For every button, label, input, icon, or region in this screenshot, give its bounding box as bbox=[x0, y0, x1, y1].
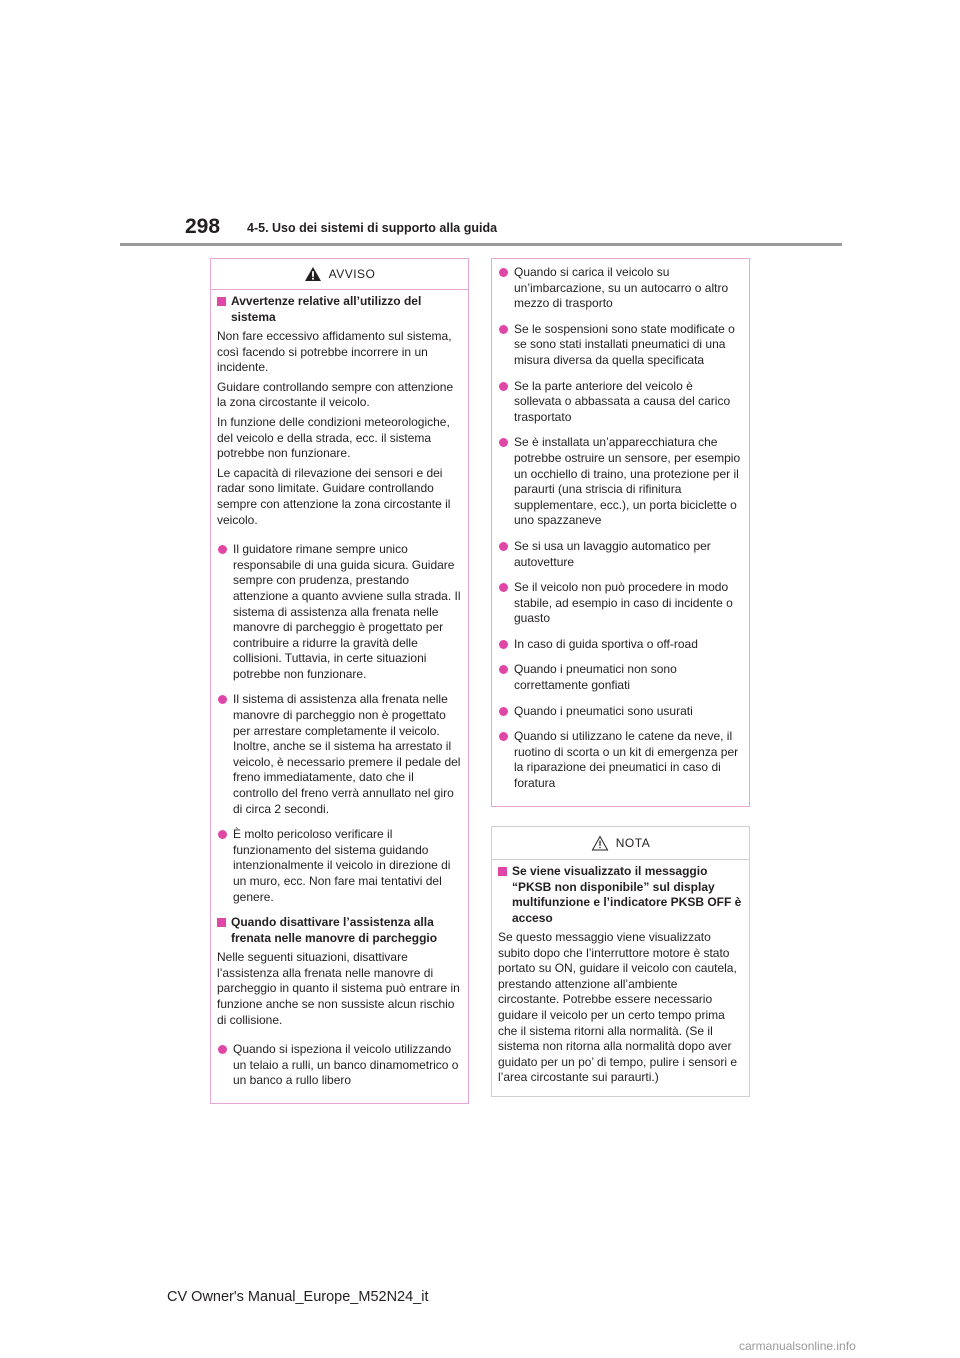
list-item: Il sistema di assistenza alla frenata nelle manovre di parcheggio non è progettato per arrestare completamente il veicolo. Inoltre, anche se il sistema ha arrestato il veicolo, è necessario premere il pedale del freno immediatamente, dato che il controllo del freno verrà annullato nel giro di circa 2 secondi. bbox=[217, 692, 461, 817]
circle-bullet-icon bbox=[499, 438, 508, 447]
circle-bullet-icon bbox=[499, 583, 508, 592]
circle-bullet-icon bbox=[499, 665, 508, 674]
square-bullet-icon bbox=[217, 918, 226, 927]
footer-manual-name: CV Owner's Manual_Europe_M52N24_it bbox=[167, 1289, 429, 1305]
list-item: Se le sospensioni sono state modificate o se sono stati installati pneumatici di una misura diversa da quella specificata bbox=[498, 322, 742, 369]
nota-heading: Se viene visualizzato il messaggio “PKSB non disponibile” sul display multifunzione e l’indicatore PKSB OFF è acceso bbox=[498, 864, 742, 926]
nota-box bbox=[491, 826, 750, 1097]
nota-paragraph: Se questo messaggio viene visualizzato subito dopo che l’interruttore motore è stato portato su ON, guidare il veicolo con cautela, prestando attenzione all’ambiente circostante. Potrebbe essere necessario guidare il veicolo per un certo tempo prima che il sistema ritorni alla normalità. (Se il sistema non ritorna alla normalità dopo aver guidato per un po’ di tempo, pulire i sensori e l’area circostante sui paraurti.) bbox=[498, 930, 738, 1085]
avviso-title: AVVISO bbox=[328, 267, 376, 281]
list-item: Se la parte anteriore del veicolo è sollevata o abbassata a causa del carico trasportato bbox=[498, 379, 742, 426]
header-rule bbox=[120, 243, 842, 246]
list-item: Quando si carica il veicolo su un’imbarcazione, su un autocarro o altro mezzo di trasporto bbox=[498, 265, 742, 312]
avviso-paragraph: Le capacità di rilevazione dei sensori e dei radar sono limitate. Guidare controllando sempre con attenzione la zona circostante il veicolo. bbox=[217, 465, 451, 527]
avviso-paragraph: Nelle seguenti situazioni, disattivare l’assistenza alla frenata nelle manovre di parcheggio in quanto il sistema può entrare in funzione anche se non sussiste alcun rischio di collisione. bbox=[217, 950, 460, 1027]
circle-bullet-icon bbox=[218, 695, 227, 704]
circle-bullet-icon bbox=[499, 707, 508, 716]
circle-bullet-icon bbox=[499, 640, 508, 649]
list-item: Se si usa un lavaggio automatico per autovetture bbox=[498, 539, 742, 570]
circle-bullet-icon bbox=[218, 830, 227, 839]
square-bullet-icon bbox=[498, 867, 507, 876]
circle-bullet-icon bbox=[218, 545, 227, 554]
circle-bullet-icon bbox=[499, 325, 508, 334]
circle-bullet-icon bbox=[499, 382, 508, 391]
list-item: Quando i pneumatici sono usurati bbox=[498, 704, 742, 720]
square-bullet-icon bbox=[217, 297, 226, 306]
avviso-header bbox=[211, 259, 468, 290]
avviso-paragraph: In funzione delle condizioni meteorologiche, del veicolo e della strada, ecc. il sistema potrebbe non funzionare. bbox=[217, 414, 450, 461]
page-number: 298 bbox=[185, 215, 221, 238]
avviso-body bbox=[211, 290, 468, 1095]
list-item: Il guidatore rimane sempre unico responsabile di una guida sicura. Guidare sempre con prudenza, prestando attenzione a quanto avviene sulla strada. Il sistema di assistenza alla frenata nelle manovre di parcheggio è progettato per contribuire a ridurre la gravità delle collisioni. Tuttavia, in certe situazioni potrebbe non funzionare. bbox=[217, 542, 461, 682]
circle-bullet-icon bbox=[499, 268, 508, 277]
list-item: Se il veicolo non può procedere in modo stabile, ad esempio in caso di incidente o guasto bbox=[498, 580, 742, 627]
warning-triangle-icon bbox=[304, 266, 322, 282]
list-item: Quando i pneumatici non sono correttamente gonfiati bbox=[498, 662, 742, 693]
caution-triangle-icon bbox=[591, 835, 609, 851]
circle-bullet-icon bbox=[499, 542, 508, 551]
watermark: carmanualsonline.info bbox=[739, 1339, 856, 1353]
section-title: 4-5. Uso dei sistemi di supporto alla guida bbox=[247, 221, 498, 235]
avviso-heading-2: Quando disattivare l’assistenza alla frenata nelle manovre di parcheggio bbox=[217, 915, 461, 946]
circle-bullet-icon bbox=[499, 732, 508, 741]
avviso-heading-1: Avvertenze relative all’utilizzo del sistema bbox=[217, 294, 461, 325]
list-item: Quando si ispeziona il veicolo utilizzando un telaio a rulli, un banco dinamometrico o un banco a rullo libero bbox=[217, 1042, 461, 1089]
avviso-box bbox=[210, 258, 469, 1104]
avviso-continued-box bbox=[491, 258, 750, 807]
nota-body bbox=[492, 860, 749, 1096]
list-item: In caso di guida sportiva o off-road bbox=[498, 637, 742, 653]
list-item: Quando si utilizzano le catene da neve, il ruotino di scorta o un kit di emergenza per la riparazione dei pneumatici in caso di foratura bbox=[498, 729, 742, 791]
avviso-paragraph: Guidare controllando sempre con attenzione la zona circostante il veicolo. bbox=[217, 379, 454, 410]
avviso-continued-body bbox=[492, 259, 749, 798]
list-item: Se è installata un’apparecchiatura che potrebbe ostruire un sensore, per esempio un occhiello di traino, una protezione per il paraurti (una striscia di rifinitura supplementare, ecc.), un porta biciclette o uno spazzaneve bbox=[498, 435, 742, 529]
nota-title: NOTA bbox=[615, 836, 651, 850]
circle-bullet-icon bbox=[218, 1045, 227, 1054]
nota-header bbox=[492, 827, 749, 860]
list-item: È molto pericoloso verificare il funzionamento del sistema guidando intenzionalmente il veicolo in direzione di un muro, ecc. Non fare mai tentativi del genere. bbox=[217, 827, 461, 905]
avviso-paragraph: Non fare eccessivo affidamento sul sistema, così facendo si potrebbe incorrere in un incidente. bbox=[217, 329, 452, 375]
